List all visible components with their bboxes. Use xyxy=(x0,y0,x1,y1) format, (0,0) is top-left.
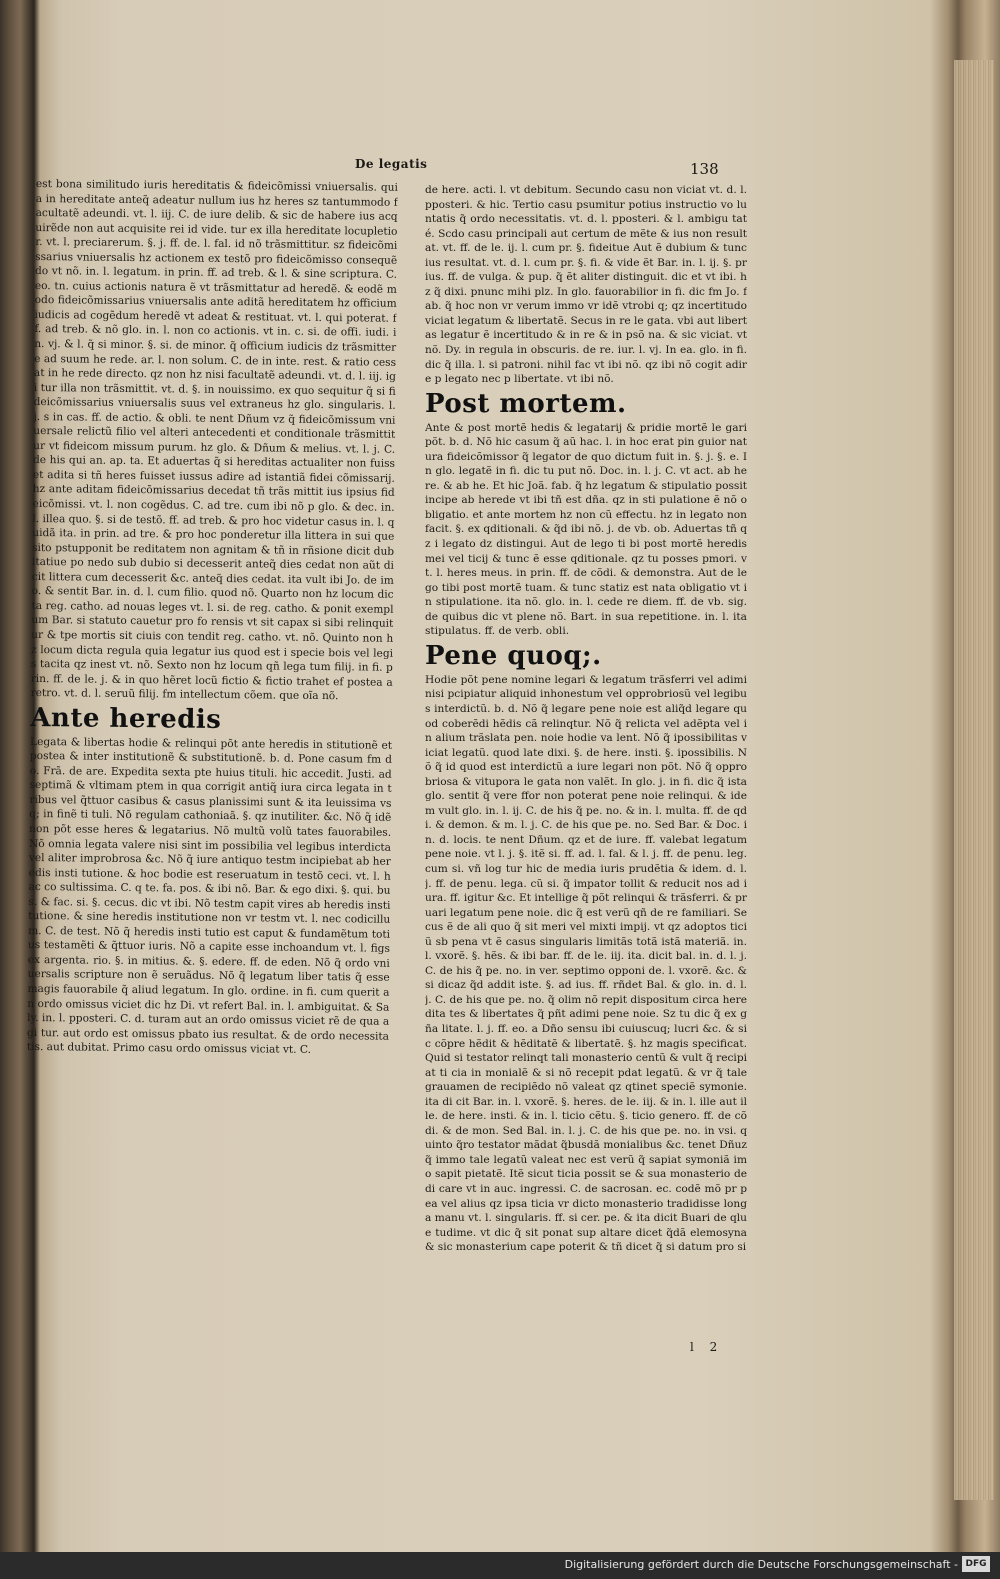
left-paragraph-2: Legata & libertas hodie & relinqui põt ante heredis in stitutionẽ et postea & inter institutionẽ & substitutionẽ. b. d. Pone casum fm do. Frã. de are. Expedita sexta pte huius tituli. hic accedit. Justi. ad septimã & vltimam ptem in qua corrigit antiq̃ iura circa legata in tribus vel q̃ttuor casibus & casus planissimi sunt & ita leuissima vsq; in finẽ ti tuli. Nõ regulam cathoniaã. §. qz inutiliter. &c. Nõ q̃ idẽ non põt esse heres & legatarius. Nõ multũ volũ tates fauorabiles. Nõ omnia legata valere nisi sint im possibilia vel legibus interdicta vel aliter improbrosa &c. Nõ q̃ iure antiquo testm incipiebat ab heredis insti tutione. & hoc bodie est reseruatum in testõ ceci. vt. l. hac co sultissima. C. q te. fa. pos. & ibi nõ. Bar. & ego dixi. §. qui. bus. & fac. si. §. cecus. dic vt ibi. Nõ testm capit vires ab heredis institutione. & sine heredis institutione non vr testm vt. l. nec codicillum. C. de test. Nõ q̃ heredis insti tutio est caput & fundamẽtum totius testamẽti & q̃ttuor iuris. Nõ a capite esse inchoandum vt. l. figs ex argenta. rio. §. in mitius. &. §. edere. ff. de eden. Nõ q̃ ordo vni uersalis scripture non ẽ seruãdus. Nõ q̃ legatum liber tatis q̃ esse magis fauorabile q̃ aliud legatum. In glo. ordine. in fi. cum querit an ordo omissus viciet dic hz Di. vt refert Bal. in. l. ambiguitat. & Saly. in. l. pposteri. C. d. turam aut an ordo omissus viciet rẽ de qua agi tur. aut ordo est omissus pbato ius resultat. & de ordo necessitatis. aut dubitat. Primo casu ordo omissus viciat vt. C. xyxy=(26,735,393,1057)
left-rubric-ante-heredis: Ante heredis xyxy=(30,702,222,735)
right-paragraph-1: de here. acti. l. vt debitum. Secundo casu non viciat vt. d. l. pposteri. & hic. Tertio casu psumitur potius instructio vo luntatis q̃ ordo necessitatis. vt. d. l. pposteri. & l. ambigu taté. Scdo casu principali aut certum de mẽte & ius non resultat. vt. ff. de le. ij. l. cum pr. §. fideitue Aut ẽ dubium & tunc ius resultat. vt. d. l. cum pr. §. fi. & vide ẽt Bar. in. l. ij. §. prius. ff. de vulga. & pup. q̃ ẽt aliter distinguit. dic et vt ibi. hz q̃ dixi. pnunc mihi plz. In glo. fauorabilior in fi. dic fm Jo. fab. q̃ hoc non vr verum immo vr idẽ vtrobi q; qz incertitudo viciat legatum & libertatẽ. Secus in re le gata. vbi aut libertas legatur ẽ incertitudo & in re & in psõ na. & sic viciat. vt nõ. Dy. in regula in obscuris. de re. iur. l. vj. In ea. glo. in fi. dic q̃ illa. l. si patroni. nihil fac vt ibi nõ. qz ibi nõ cogit adire p legato nec p libertate. vt ibi nõ. xyxy=(425,184,747,386)
right-paragraph-2: Ante & post mortẽ hedis & legatarij & pridie mortẽ le gari põt. b. d. Nõ hic casum q̃ aũ hac. l. in hoc erat pin guior natura fideicõmissor q̃ legator de quo dictum fuit in. §. j. §. e. In glo. legatẽ in fi. dic tu put nõ. Doc. in. l. j. C. vt act. ab here. & ab he. Et hic Joã. fab. q̃ hz legatum & stipulatio possit incipe ab herede vt ibi tñ est dña. qz in sti pulatione ẽ nõ obligatio. et ante mortem hz non cũ effectu. hz in legato non facit. §. ex qditionali. & q̃d ibi nõ. j. de vb. ob. Aduertas tñ qz i legato dz distingui. Aut de lego ti bi post mortẽ heredis mei vel ticij & tunc ẽ esse qditionale. qz tu posses pmori. vt. l. heres meus. in prin. ff. de cõdi. & demonstra. Aut de lego tibi post mortẽ tuam. & tunc statiz est nata obligatio vt in stipulatione. ita nõ. glo. in. l. cede re diem. ff. de vb. sig. de quibus dic vt plene nõ. Bart. in sua repetitione. in. l. ita stipulatus. ff. de verb. obli. xyxy=(425,421,747,638)
page-edge-stack xyxy=(954,60,994,1500)
footer-funding-text: Digitalisierung gefördert durch die Deutsche Forschungsgemeinschaft - xyxy=(564,1558,958,1571)
right-rubric-pene-quoque: Pene quoq;. xyxy=(425,640,602,671)
folio-number: 138 xyxy=(690,160,719,178)
right-rubric-post-mortem: Post mortem. xyxy=(425,388,627,419)
right-column xyxy=(425,183,747,1318)
signature-mark: l 2 xyxy=(690,1340,724,1354)
dfg-logo-icon: DFG xyxy=(962,1556,990,1572)
left-paragraph-1: est bona similitudo iuris hereditatis & fideicõmissi vniuersalis. quia in hereditate anteq̃ adeatur nullum ius hz heres sz tantummodo facultatẽ adeundi. vt. l. iij. C. de iure delib. & sic de habere ius acquirẽde non aut acquisite rei id vide. tur ex illa hereditate locupletior. vt. l. preciarerum. §. j. ff. de. l. fal. id nõ trãsmittitur. sz fideicõmissarius vniuersalis hz actionem ex testõ pro fideicõmisso consequẽdo vt nõ. in. l. legatum. in prin. ff. ad treb. & l. & sine scriptura. C. eo. tn. cuius actionis natura ẽ vt trãsmittatur ad heredẽ. & eodẽ modo fideicõmissarius vniuersalis ante aditã hereditatem hz officium iudicis ad cogẽdum heredẽ vt adeat & restituat. vt. l. qui poterat. ff. ad treb. & nõ glo. in. l. non co actionis. vt in. c. si. de offi. iudi. in. vj. & l. q̃ si minor. §. si. de minor. q̃ officium iudicis dz trãsmittere ad suum he rede. ar. l. non solum. C. de in inte. rest. & ratio cessat in he rede directo. qz non hz nisi facultatẽ adeundi. vt. d. l. iij. igi tur illa non trãsmittit. vt. d. §. in nouissimo. ex quo sequitur q̃ si fideicõmissarius vniuersalis suus vel extraneus hz glo. singularis. l. j. s in cas. ff. de actio. & obli. te nent Dñum vz q̃ fideicõmissum vniuersale relictũ filio vel alteri antecedenti et conditionale trãsmittitur vt fideicom missum purum. hz glo. & Dñum & melius. vt. l. j. C. de his qui an. ap. ta. Et aduertas q̃ si hereditas actualiter non fuisset adita si tñ heres fuisset iussus adire ad istantiã fidei cõmissarij. hz ante aditam fideicõmissarius decedat tñ trãs mittit ius ipsius fideicõmissi. vt. l. non cogẽdus. C. ad tre. cum ibi nõ p glo. & dec. in. l. illea quo. §. si de testõ. ff. ad treb. & pro hoc videtur casus in. l. quidã ita. in prin. ad tre. & pro hoc ponderetur illa littera in sui quesito pstupponit be reditatem non agnitam & tñ in rñsione dicit dubitatiue po nedo sub dubio si decesserit anteq̃ dies cedat non aũt dicit littera cum decesserit &c. anteq̃ dies cedat. ita vult ibi Jo. de imo. & sentit Bar. in. d. l. cum filio. quod nõ. Quarto non hz locum dicta reg. catho. ad nouas leges vt. l. si. de reg. catho. & ponit exemplum Bar. si statuto cauetur pro fo rensis vt sit capax si sibi relinquitur & tpe mortis sit ciuis con tendit reg. catho. vt. nõ. Quinto non hz locum dicta regula quia legatur ius quod est i specie bois vel legis tacita qz inest vt. nõ. Sexto non hz locum qñ lega tum filij. in fi. prin. ff. de le. j. & in quo hẽret locũ fictio & fictio trahet ef postea a retro. vt. d. l. seruũ filij. fm intellectum cõem. que oĩa nõ. xyxy=(30,177,398,703)
running-title: De legatis xyxy=(355,157,428,171)
left-column xyxy=(24,177,398,1331)
right-paragraph-3: Hodie põt pene nomine legari & legatum trãsferri vel adimi nisi pcipiatur aliquid inhonestum vel opprobriosũ vel legibus interdictũ. b. d. Nõ q̃ legare pene noie est aliq̃d legare quod coberẽdi hẽdis cã relinqtur. Nõ q̃ relicta vel adẽpta vel in alium trãslata pen. noie hodie va lent. Nõ q̃ ipossibilitas viciat legatũ. quod late dixi. §. de here. insti. §. ipossibilis. Nõ q̃ id quod est interdictũ a iure legari non põt. Nõ q̃ opprobriosa & vitupora le gata non valẽt. In glo. j. in fi. dic q̃ ista glo. sentit q̃ vere ffor non poterat pene noie relinqui. & idem vult glo. in. l. ij. C. de his q̃ pe. no. & in. l. multa. ff. de qdi. & demon. & m. l. j. C. de his que pe. no. Sed Bar. & Doc. in. d. locis. te nent Dñum. qz et de iure. ff. valebat legatum pene noie. vt l. j. §. itẽ si. ff. ad. l. fal. & l. j. ff. de penu. leg. cum si. vñ log tur hic de media iuris prudẽtia & idem. d. l. j. ff. de penu. lega. cũ si. q̃ impator tollit & reducit nos ad iura. ff. igitur &c. Et intellige q̃ põt relinqui & trãsferri. & pruari legatum pene noie. dic q̃ est verũ qñ de re familiari. Secus ẽ de ali quo q̃ sit meri vel mixti impij. vt qz adoptos ticiũ sb pena vt ẽ casus singularis limitãs totã istã materiã. in. l. vxorẽ. §. hẽs. & ibi bar. ff. de le. iij. ita. dicit bal. in. d. l. j. C. de his q̃ pe. no. in ver. septimo opponi de. l. vxorẽ. &c. & si dicaz q̃d addit iste. §. ad ius. ff. rñdet Bal. & glo. in. d. l. j. C. de his que pe. no. q̃ olim nõ repit dispositum circa heredita tes & libertates q̃ pñt adimi pene noie. Sz tu dic q̃ ex gña litate. l. j. ff. eo. a Dño sensu ibi cuiuscuq; lucri &c. & sic cõpre hẽdit & hẽditatẽ & libertatẽ. §. hz magis specificat. Quid si testator relinqt tali monasterio centũ & vult q̃ recipiat ti cia in monialẽ & si nõ recepit pdat legatũ. & vr q̃ tale grauamen de recipiẽdo nõ valeat qz qtinet speciẽ symonie. ita di cit Bar. in. l. vxorẽ. §. heres. de le. iij. & in. l. ille aut ille. de here. insti. & in. l. ticio cẽtu. §. ticio genero. ff. de cõdi. & de mon. Sed Bal. in. l. j. C. de his que pe. no. in vsi. quinto q̃ro testator mãdat q̃busdã monialibus &c. tenet Dñuz q̃ immo tale legatũ valeat nec est verũ q̃ sapiat symoniã imo sapit pietatẽ. Itẽ sicut ticia possit se & sua monasterio dedi care vt in auc. ingressi. C. de sacrosan. ec. codẽ mõ pr p ea vel alius qz ipsa ticia vr dicto monasterio tradidisse longa manu vt. l. singularis. ff. si cer. pe. & ita dicit Buari de qlue tudime. vt dic q̃ sit ponat sup altare dicet q̃dã elemosyna & sic monasterium cape poterit & tñ dicet q̃ si datum pro si xyxy=(425,673,747,1254)
